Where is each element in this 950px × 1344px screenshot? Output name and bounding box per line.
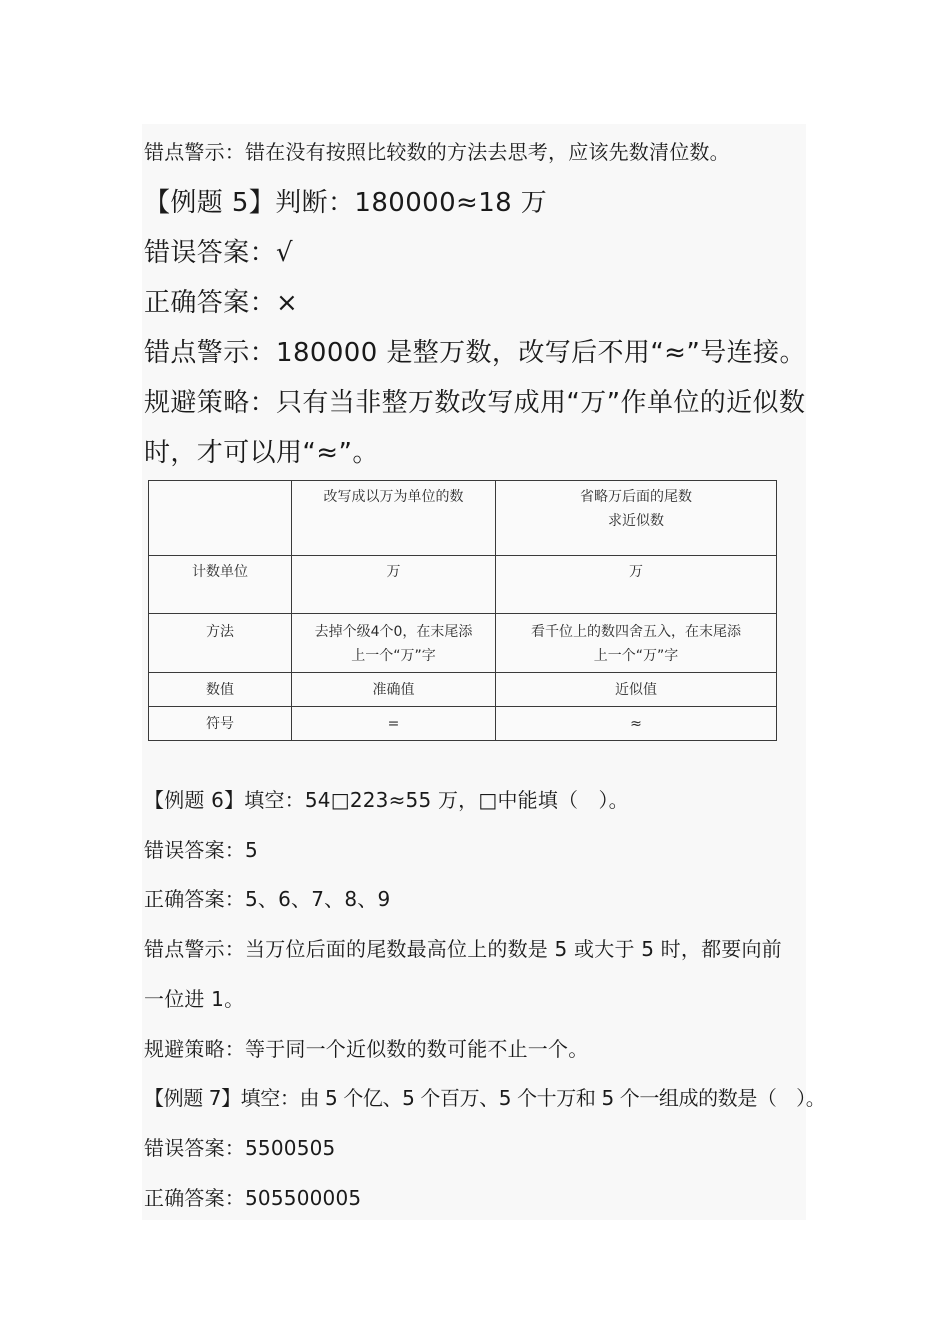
table-row-label: 计数单位 bbox=[149, 556, 292, 614]
table-cell bbox=[292, 673, 496, 707]
example-5-strategy-line-1: 规避策略：只有当非整万数改写成用“万”作单位的近似数 bbox=[144, 388, 806, 418]
table-cell bbox=[292, 556, 496, 614]
example-7-correct-answer: 正确答案：505500005 bbox=[144, 1186, 362, 1210]
example-6-error-warning-line-1: 错点警示：当万位后面的尾数最高位上的数是 5 或大于 5 时，都要向前 bbox=[144, 937, 782, 961]
table-cell bbox=[496, 614, 777, 673]
table-header-col2-text: 改写成以万为单位的数 bbox=[323, 489, 464, 505]
error-warning-line-1: 错点警示：错在没有按照比较数的方法去思考，应该先数清位数。 bbox=[144, 140, 730, 164]
example-5-title: 【例题 5】判断：180000≈18 万 bbox=[144, 188, 548, 218]
table-header-col3-line1: 省略万后面的尾数 bbox=[580, 489, 692, 505]
example-5-correct-answer: 正确答案：× bbox=[144, 288, 299, 318]
table-cell-text: 准确值 bbox=[372, 681, 415, 698]
example-7-title: 【例题 7】填空：由 5 个亿、5 个百万、5 个十万和 5 个一组成的数是（ ）。 bbox=[144, 1086, 826, 1110]
comparison-table bbox=[148, 480, 777, 741]
table-row-label: 方法 bbox=[149, 614, 292, 673]
table-cell-text: 上一个“万”字 bbox=[351, 648, 436, 664]
table-cell bbox=[292, 707, 496, 741]
table-row-label: 数值 bbox=[149, 673, 292, 707]
table-cell bbox=[496, 707, 777, 741]
example-7-wrong-answer: 错误答案：5500505 bbox=[144, 1136, 336, 1160]
table-row bbox=[149, 614, 777, 673]
table-cell-text: 去掉个级4个0，在末尾添 bbox=[314, 624, 473, 640]
example-6-strategy: 规避策略：等于同一个近似数的数可能不止一个。 bbox=[144, 1037, 589, 1061]
example-6-error-warning-line-2: 一位进 1。 bbox=[144, 987, 245, 1011]
example-6-correct-answer: 正确答案：5、6、7、8、9 bbox=[144, 887, 391, 911]
table-header-row bbox=[149, 481, 777, 556]
table-cell bbox=[496, 556, 777, 614]
table-row bbox=[149, 556, 777, 614]
table-cell-text: 万 bbox=[386, 564, 401, 580]
example-5-wrong-answer: 错误答案：√ bbox=[144, 238, 293, 268]
table-header-col3 bbox=[496, 481, 777, 556]
example-6-title: 【例题 6】填空：54□223≈55 万，□中能填（ ）。 bbox=[144, 788, 629, 812]
table-header-empty-cell bbox=[149, 481, 292, 556]
table-header-col3-line2: 求近似数 bbox=[608, 513, 664, 529]
table-row bbox=[149, 707, 777, 741]
table-row-label: 符号 bbox=[149, 707, 292, 741]
table-cell-text: 上一个“万”字 bbox=[593, 648, 679, 664]
table-cell-text: 看千位上的数四舍五入，在末尾添 bbox=[531, 624, 741, 640]
example-6-wrong-answer: 错误答案：5 bbox=[144, 838, 258, 862]
example-5-error-warning: 错点警示：180000 是整万数，改写后不用“≈”号连接。 bbox=[144, 338, 806, 368]
example-5-strategy-line-2: 时，才可以用“≈”。 bbox=[144, 438, 379, 468]
table-cell bbox=[292, 614, 496, 673]
table-cell-text: = bbox=[387, 715, 400, 732]
table-cell-text: 万 bbox=[629, 564, 643, 580]
table-cell-text: 近似值 bbox=[615, 681, 657, 698]
table-cell bbox=[496, 673, 777, 707]
comparison-table-container bbox=[148, 480, 776, 740]
table-row bbox=[149, 673, 777, 707]
table-cell-text: ≈ bbox=[630, 715, 642, 732]
table-header-col2 bbox=[292, 481, 496, 556]
